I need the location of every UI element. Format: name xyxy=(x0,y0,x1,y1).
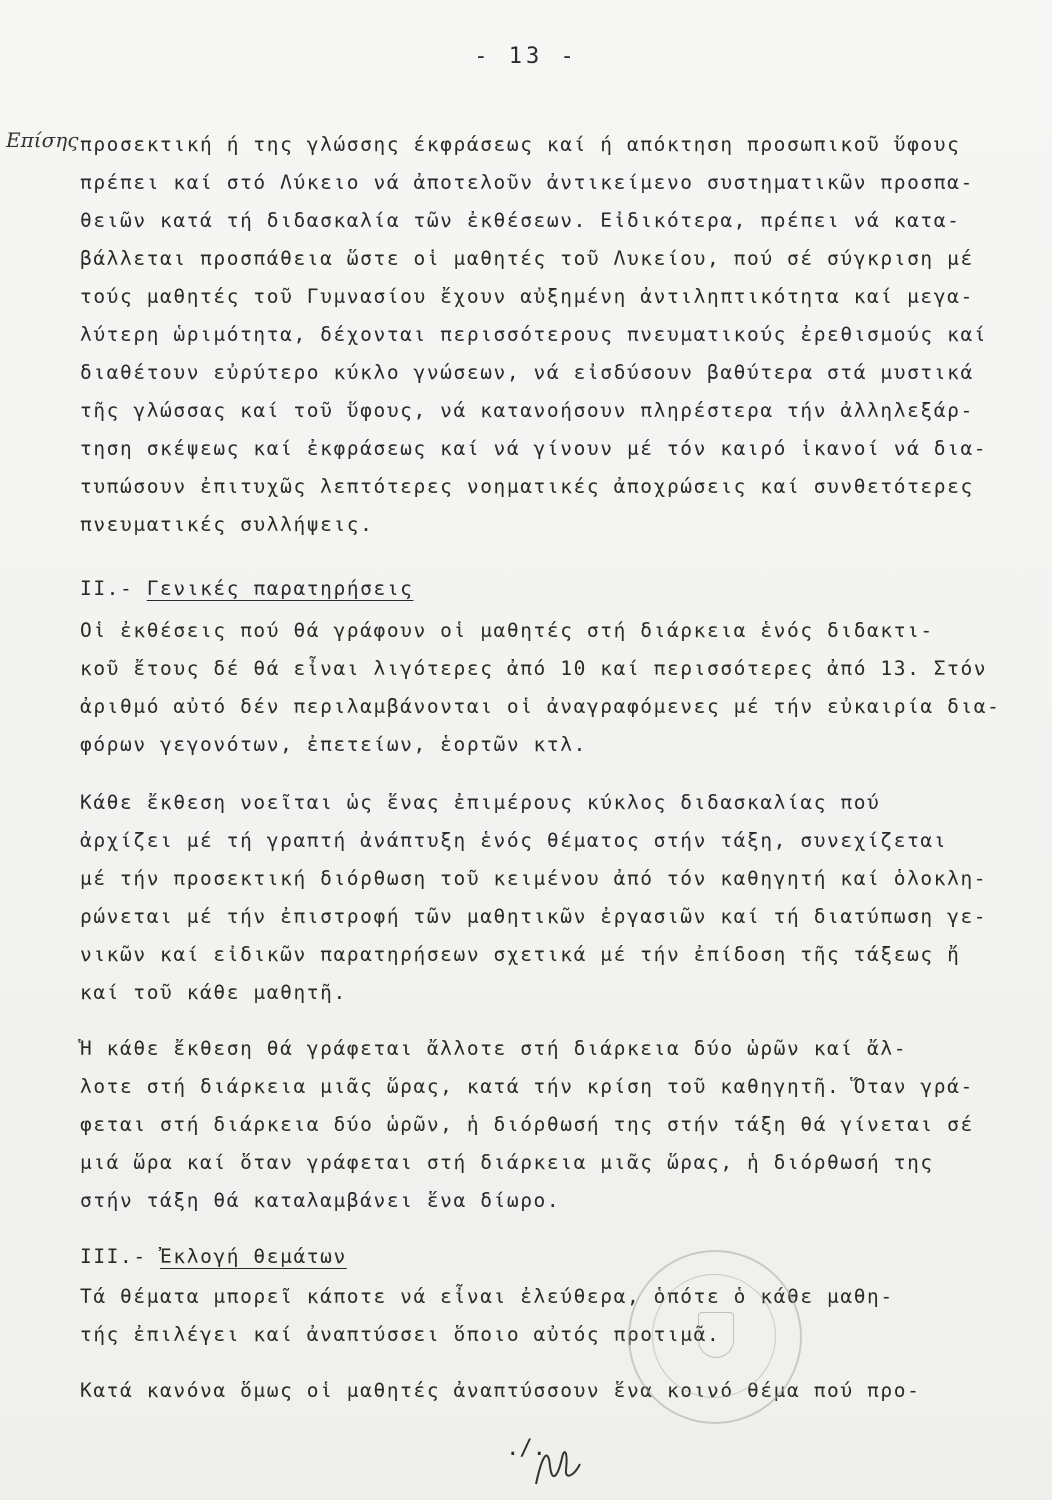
official-stamp-seal xyxy=(628,1250,802,1424)
text-line: στήν τάξη θά καταλαμβάνει ἕνα δίωρο. xyxy=(80,1189,561,1212)
text-line: τηση σκέψεως καί ἐκφράσεως καί νά γίνουν μέ τόν καιρό ἱκανοί νά δια- xyxy=(80,437,988,460)
text-line: φόρων γεγονότων, ἐπετείων, ἑορτῶν κτλ. xyxy=(80,733,587,756)
text-line: πρέπει καί στό Λύκειο νά ἀποτελοῦν ἀντικείμενο συστηματικῶν προσπα- xyxy=(80,171,974,194)
text-line: Κατά κανόνα ὅμως οἱ μαθητές ἀναπτύσσουν ἕνα κοινό θέμα πού προ- xyxy=(80,1379,921,1402)
text-line: μέ τήν προσεκτική διόρθωση τοῦ κειμένου ἀπό τόν καθηγητή καί ὁλοκλη- xyxy=(80,867,988,890)
signature-icon xyxy=(528,1436,598,1492)
text-line: Τά θέματα μπορεῖ κάποτε νά εἶναι ἐλεύθερα, ὁπότε ὁ κάθε μαθη- xyxy=(80,1285,894,1308)
text-line: κοῦ ἔτους δέ θά εἶναι λιγότερες ἀπό 10 καί περισσότερες ἀπό 13. Στόν xyxy=(80,657,988,680)
text-line: διαθέτουν εὐρύτερο κύκλο γνώσεων, νά εἰσδύσουν βαθύτερα στά μυστικά xyxy=(80,361,974,384)
text-line: θειῶν κατά τή διδασκαλία τῶν ἐκθέσεων. Εἰδικότερα, πρέπει νά κατα- xyxy=(80,209,961,232)
text-line: ρώνεται μέ τήν ἐπιστροφή τῶν μαθητικῶν ἐργασιῶν καί τή διατύπωση γε- xyxy=(80,905,988,928)
text-line: βάλλεται προσπάθεια ὥστε οἱ μαθητές τοῦ Λυκείου, πού σέ σύγκριση μέ xyxy=(80,247,974,270)
text-line: καί τοῦ κάθε μαθητῆ. xyxy=(80,981,347,1004)
text-line: ἀρχίζει μέ τή γραπτή ἀνάπτυξη ἑνός θέματος στήν τάξη, συνεχίζεται xyxy=(80,829,948,852)
text-line: ἀριθμό αὐτό δέν περιλαμβάνονται οἱ ἀναγραφόμενες μέ τήν εὐκαιρία δια- xyxy=(80,695,1001,718)
page-number: - 13 - xyxy=(474,44,578,69)
text-line: Οἱ ἐκθέσεις πού θά γράφουν οἱ μαθητές στή διάρκεια ἑνός διδακτι- xyxy=(80,619,934,642)
section-title: Ἐκλογή θεμάτων xyxy=(160,1245,347,1268)
section-title: Γενικές παρατηρήσεις xyxy=(146,577,414,600)
section-number: II.- xyxy=(80,577,134,600)
section-heading xyxy=(80,576,990,602)
section-number: III.- xyxy=(80,1245,147,1268)
text-line: προσεκτική ή της γλώσσης έκφράσεως καί ή απόκτηση προσωπικοῦ ὕφους xyxy=(80,133,961,156)
text-line: λοτε στή διάρκεια μιᾶς ὥρας, κατά τήν κρίση τοῦ καθηγητῆ. Ὅταν γρά- xyxy=(80,1075,974,1098)
text-line: πνευματικές συλλήψεις. xyxy=(80,513,374,536)
text-line: Ἡ κάθε ἔκθεση θά γράφεται ἄλλοτε στή διάρκεια δύο ὡρῶν καί ἄλ- xyxy=(80,1037,908,1060)
text-line: τῆς γλώσσας καί τοῦ ὕφους, νά κατανοήσουν πληρέστερα τήν ἀλληλεξάρ- xyxy=(80,399,974,422)
text-line: τυπώσουν ἐπιτυχῶς λεπτότερες νοηματικές ἀποχρώσεις καί συνθετότερες xyxy=(80,475,974,498)
continuation-mark: ./. xyxy=(506,1436,546,1461)
text-line: μιά ὥρα καί ὅταν γράφεται στή διάρκεια μιᾶς ὥρας, ἡ διόρθωσή της xyxy=(80,1151,934,1174)
text-line: φεται στή διάρκεια δύο ὡρῶν, ἡ διόρθωσή της στήν τάξη θά γίνεται σέ xyxy=(80,1113,974,1136)
text-line: νικῶν καί εἰδικῶν παρατηρήσεων σχετικά μέ τήν ἐπίδοση τῆς τάξεως ἤ xyxy=(80,943,961,966)
handwritten-margin-note: Επίσης xyxy=(6,128,79,152)
text-line: Κάθε ἔκθεση νοεῖται ὡς ἕνας ἐπιμέρους κύκλος διδασκαλίας πού xyxy=(80,791,881,814)
section-heading xyxy=(80,1244,990,1270)
text-line: τής ἐπιλέγει καί ἀναπτύσσει ὅποιο αὐτός προτιμᾶ. xyxy=(80,1323,721,1346)
text-line: λύτερη ὡριμότητα, δέχονται περισσότερους πνευματικούς ἐρεθισμούς καί xyxy=(80,323,988,346)
text-line: τούς μαθητές τοῦ Γυμνασίου ἔχουν αὐξημένη ἀντιληπτικότητα καί μεγα- xyxy=(80,285,974,308)
coat-of-arms-icon xyxy=(698,1312,734,1358)
